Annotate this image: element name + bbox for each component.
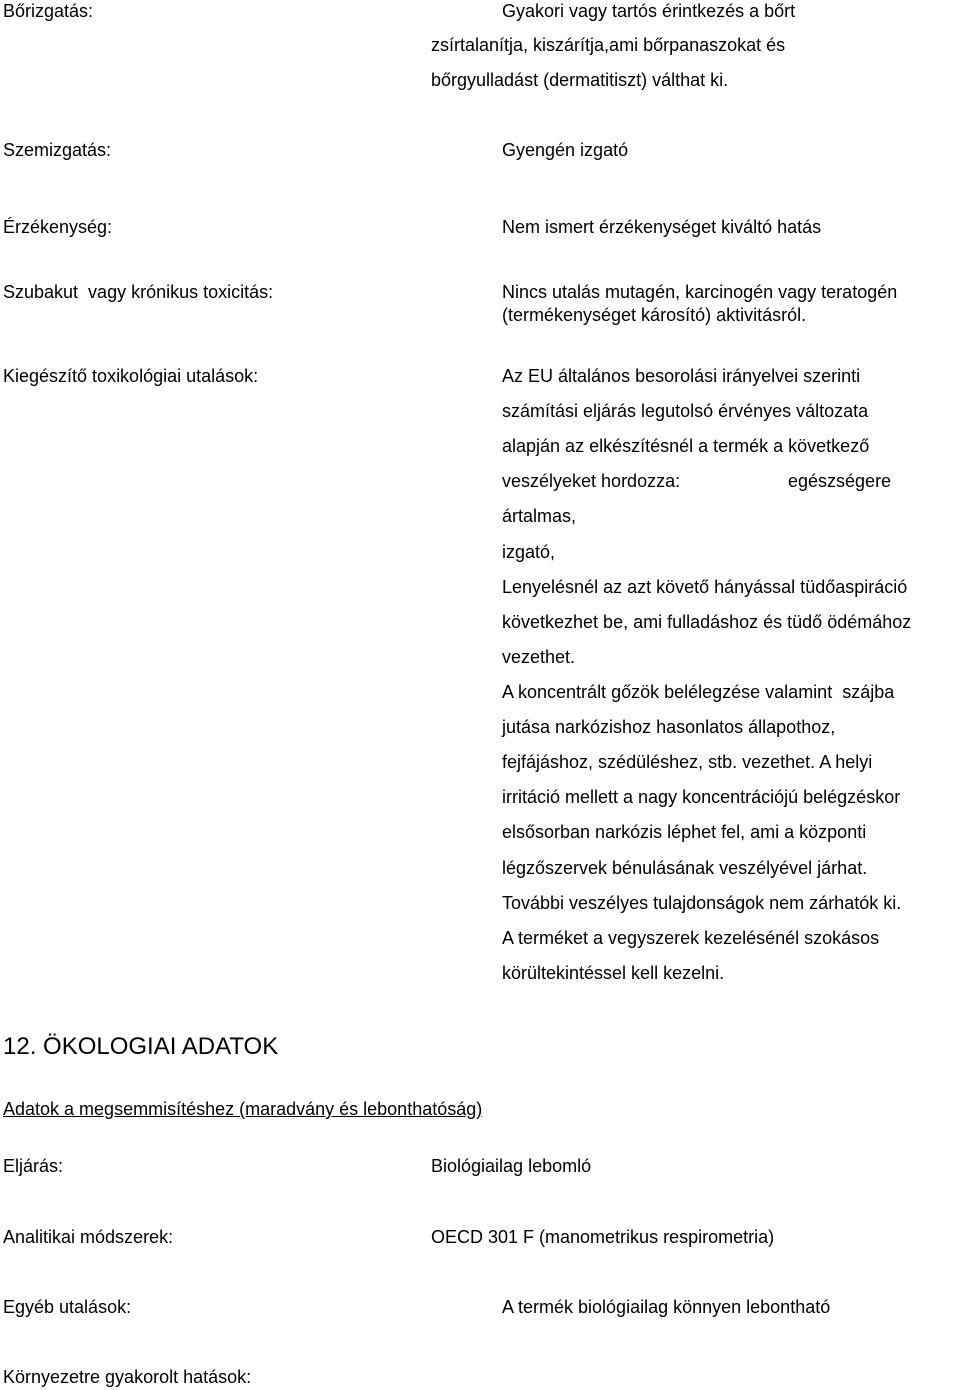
other-notes-label: Egyéb utalások: bbox=[3, 1297, 132, 1317]
eye-irritation-label: Szemizgatás: bbox=[3, 140, 112, 160]
skin-irritation-line-3: bőrgyulladást (dermatitiszt) válthat ki. bbox=[431, 70, 729, 90]
environmental-effects-label: Környezetre gyakorolt hatások: bbox=[3, 1367, 252, 1387]
chronic-toxicity-line-1: Nincs utalás mutagén, karcinogén vagy teratogén bbox=[502, 282, 898, 302]
analytical-methods-value: OECD 301 F (manometrikus respirometria) bbox=[431, 1227, 775, 1247]
eye-irritation-value: Gyengén izgató bbox=[502, 140, 629, 160]
supplementary-line-12: fejfájáshoz, szédüléshez, stb. vezethet. A helyi bbox=[502, 752, 873, 772]
sensitivity-value: Nem ismert érzékenységet kiváltó hatás bbox=[502, 217, 822, 237]
skin-irritation-line-1: Gyakori vagy tartós érintkezés a bőrt bbox=[502, 1, 796, 21]
supplementary-line-5: ártalmas, bbox=[502, 506, 577, 526]
supplementary-line-3: alapján az elkészítésnél a termék a következő bbox=[502, 436, 870, 456]
supplementary-line-2: számítási eljárás legutolsó érvényes változata bbox=[502, 401, 869, 421]
supplementary-line-1: Az EU általános besorolási irányelvei szerinti bbox=[502, 366, 861, 386]
supplementary-line-4: veszélyeket hordozza: bbox=[502, 471, 681, 491]
supplementary-line-11: jutása narkózishoz hasonlatos állapothoz, bbox=[502, 717, 836, 737]
chronic-toxicity-label: Szubakut vagy krónikus toxicitás: bbox=[3, 282, 274, 302]
supplementary-line-13: irritáció mellett a nagy koncentrációjú belégzéskor bbox=[502, 787, 901, 807]
supplementary-line-10: A koncentrált gőzök belélegzése valamint szájba bbox=[502, 682, 895, 702]
chronic-toxicity-line-2: (termékenységet károsító) aktivitásról. bbox=[502, 305, 807, 325]
supplementary-line-17: A terméket a vegyszerek kezelésénél szokásos bbox=[502, 928, 880, 948]
supplementary-line-4b: egészségere bbox=[788, 471, 892, 491]
supplementary-line-14: elsősorban narkózis léphet fel, ami a központi bbox=[502, 822, 867, 842]
procedure-value: Biológiailag lebomló bbox=[431, 1156, 592, 1176]
sensitivity-label: Érzékenység: bbox=[3, 217, 113, 237]
supplementary-line-18: körültekintéssel kell kezelni. bbox=[502, 963, 725, 983]
supplementary-line-16: További veszélyes tulajdonságok nem zárhatók ki. bbox=[502, 893, 902, 913]
supplementary-line-9: vezethet. bbox=[502, 647, 576, 667]
skin-irritation-line-2: zsírtalanítja, kiszárítja,ami bőrpanaszokat és bbox=[431, 35, 786, 55]
section-12-heading: 12. ÖKOLOGIAI ADATOK bbox=[3, 1033, 279, 1060]
supplementary-line-7: Lenyelésnél az azt követő hányással tüdőaspiráció bbox=[502, 577, 908, 597]
section-12-subheading: Adatok a megsemmisítéshez (maradvány és lebonthatóság) bbox=[3, 1099, 483, 1119]
supplementary-line-8: következhet be, ami fulladáshoz és tüdő ödémához bbox=[502, 612, 912, 632]
supplementary-toxicology-label: Kiegészítő toxikológiai utalások: bbox=[3, 366, 259, 386]
other-notes-value: A termék biológiailag könnyen lebontható bbox=[502, 1297, 831, 1317]
supplementary-line-6: izgató, bbox=[502, 542, 556, 562]
procedure-label: Eljárás: bbox=[3, 1156, 64, 1176]
analytical-methods-label: Analitikai módszerek: bbox=[3, 1227, 174, 1247]
supplementary-line-15: légzőszervek bénulásának veszélyével járhat. bbox=[502, 858, 868, 878]
skin-irritation-label: Bőrizgatás: bbox=[3, 1, 94, 21]
